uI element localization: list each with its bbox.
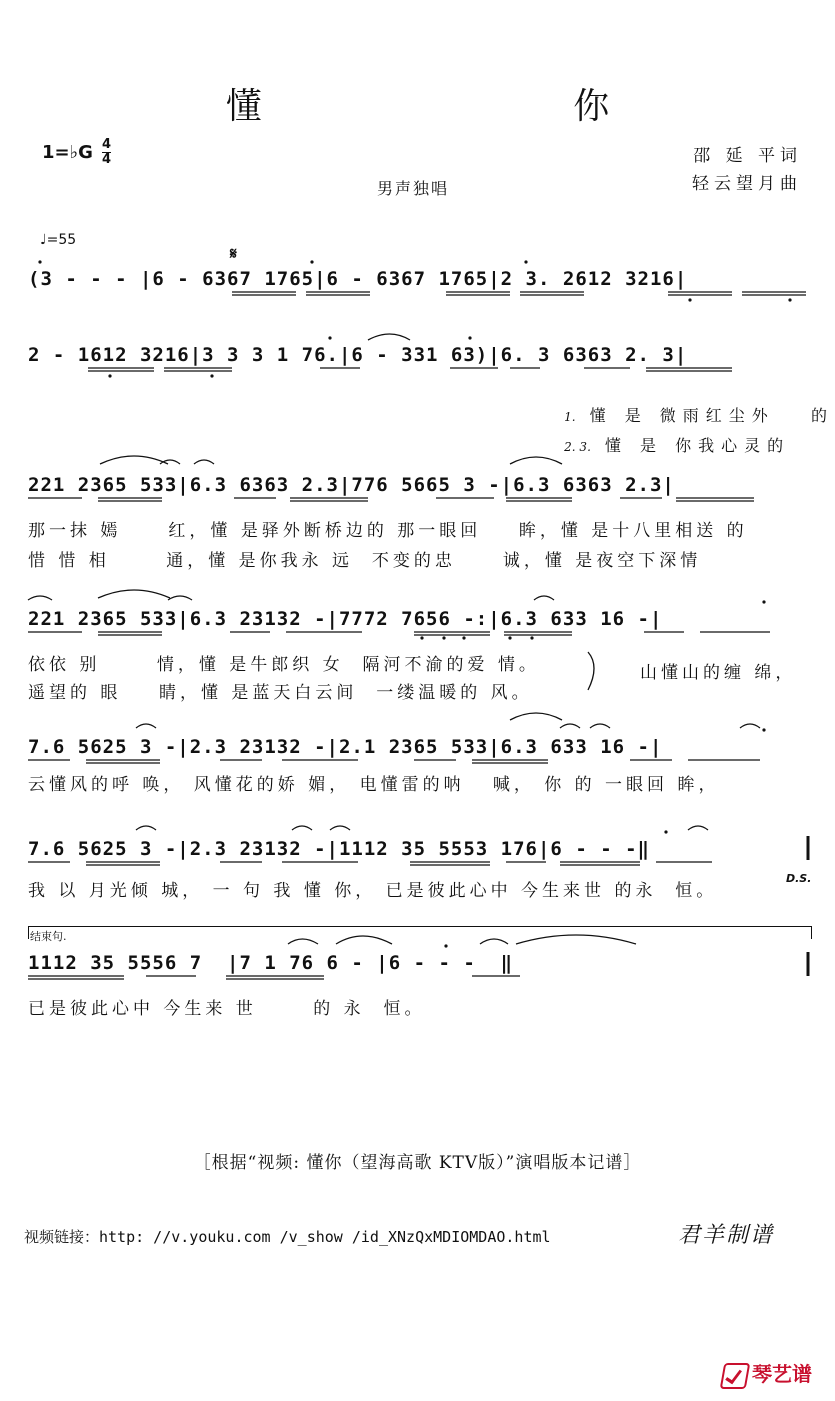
verse-text-1: 懂 是 微雨红尘外 的: [589, 406, 835, 425]
tie: [688, 826, 708, 830]
tie: [292, 826, 312, 830]
score-line-6: 7.6 5625 3 -|2.3 23132 -|1112 35 5553 176|6 - - -‖: [28, 838, 650, 860]
octave-dot: [788, 298, 791, 301]
lyric-line-4b: 遥望的 眼 睛，懂 是蓝天白云间 一缕温暖的 风。: [28, 683, 533, 703]
lyric-line-4c: 山懂山的缠 绵，: [640, 663, 797, 683]
tempo-marking: ♩=55: [40, 232, 77, 248]
page-title: 懂 你: [225, 86, 760, 127]
tie: [560, 724, 580, 728]
tie: [98, 590, 170, 598]
tie: [28, 596, 52, 600]
octave-dot: [462, 636, 465, 639]
score-line-2: 2 - 1612 3216|3 3 3 1 76.|6 - 331 63)|6. 3 6363 2. 3|: [28, 344, 688, 366]
time-signature-top: 4: [102, 137, 112, 152]
lyric-line-7: 已是彼此心中 今生来 世 的 永 恒。: [28, 999, 426, 1019]
octave-dot: [762, 600, 765, 603]
time-signature-bottom: 4: [102, 152, 112, 167]
tie: [194, 460, 214, 464]
tie: [136, 826, 156, 830]
tie: [590, 724, 610, 728]
octave-dot: [762, 728, 765, 731]
ending-label: 结束句.: [30, 930, 67, 943]
ds-marking: D.S.: [786, 872, 812, 885]
octave-dot: [524, 260, 527, 263]
lyric-line-3b: 惜 惜 相 通，懂 是你我永 远 不变的忠 诚，懂 是夜空下深情: [28, 551, 702, 571]
octave-dot: [442, 636, 445, 639]
verse-number-2: 2. 3.: [564, 440, 591, 454]
lyric-line-4a: 依依 别 情，懂 是牛郎织 女 隔河不渝的爱 情。: [28, 655, 540, 675]
score-line-1: (3 - - - |6 - 6367 1765|6 - 6367 1765|2 3. 2612 3216|: [28, 268, 688, 290]
octave-dot: [328, 336, 331, 339]
tie: [510, 713, 562, 720]
segno-sign: 𝄋: [230, 244, 237, 263]
brace: [588, 652, 594, 690]
tie: [336, 936, 392, 944]
octave-dot: [508, 636, 511, 639]
score-line-3: 221 2365 533|6.3 6363 2.3|776 5665 3 -|6.3 6363 2.3|: [28, 474, 675, 496]
octave-dot: [444, 944, 447, 947]
tie: [516, 935, 636, 944]
verse-number-1: 1.: [564, 410, 576, 424]
tie: [534, 596, 554, 600]
tie: [168, 596, 192, 600]
tie: [510, 457, 562, 464]
tie: [480, 939, 508, 944]
composer: 轻云望月曲: [692, 174, 802, 194]
logo-text: 琴艺谱: [752, 1362, 812, 1386]
octave-dot: [530, 636, 533, 639]
tie: [330, 826, 350, 830]
key-signature: 1=♭G: [42, 142, 93, 163]
verse-text-2: 懂 是 你我心灵的: [604, 436, 791, 455]
octave-dot: [688, 298, 691, 301]
lyric-line-5: 云懂风的呼 唤， 风懂花的娇 媚， 电懂雷的呐 喊， 你 的 一眼回 眸，: [28, 775, 720, 795]
octave-dot: [108, 374, 111, 377]
tie: [288, 939, 318, 944]
octave-dot: [38, 260, 41, 263]
lyricist: 邵 延 平词: [693, 146, 802, 166]
arranger-signature: 君羊制谱: [678, 1223, 775, 1248]
tie: [136, 724, 156, 728]
octave-dot: [664, 830, 667, 833]
tie: [160, 460, 180, 464]
octave-dot: [468, 336, 471, 339]
lyric-line-6: 我 以 月光倾 城， 一 句 我 懂 你， 已是彼此心中 今生来世 的永 恒。: [28, 881, 718, 901]
singer-label: 男声独唱: [377, 179, 450, 198]
video-link: 视频链接：http: //v.youku.com /v_show /id_XNzQxMDIOMDAO.html: [24, 1228, 551, 1246]
octave-dot: [310, 260, 313, 263]
lyric-line-3a: 那一抹 嫣 红，懂 是驿外断桥边的 那一眼回 眸，懂 是十八里相送 的: [28, 521, 748, 541]
source-note: ［根据“视频: 懂你（望海高歌 KTV版）”演唱版本记谱］: [193, 1153, 642, 1173]
score-line-7: 1112 35 5556 7 |7 1 76 6 - |6 - - - ‖: [28, 952, 514, 974]
score-line-5: 7.6 5625 3 -|2.3 23132 -|2.1 2365 533|6.3 633 16 -|: [28, 736, 663, 758]
octave-dot: [420, 636, 423, 639]
octave-dot: [210, 374, 213, 377]
tie: [368, 334, 410, 340]
tie: [740, 724, 760, 728]
tie: [100, 456, 168, 464]
score-line-4: 221 2365 533|6.3 23132 -|7772 7656 -:|6.3 633 16 -|: [28, 608, 663, 630]
